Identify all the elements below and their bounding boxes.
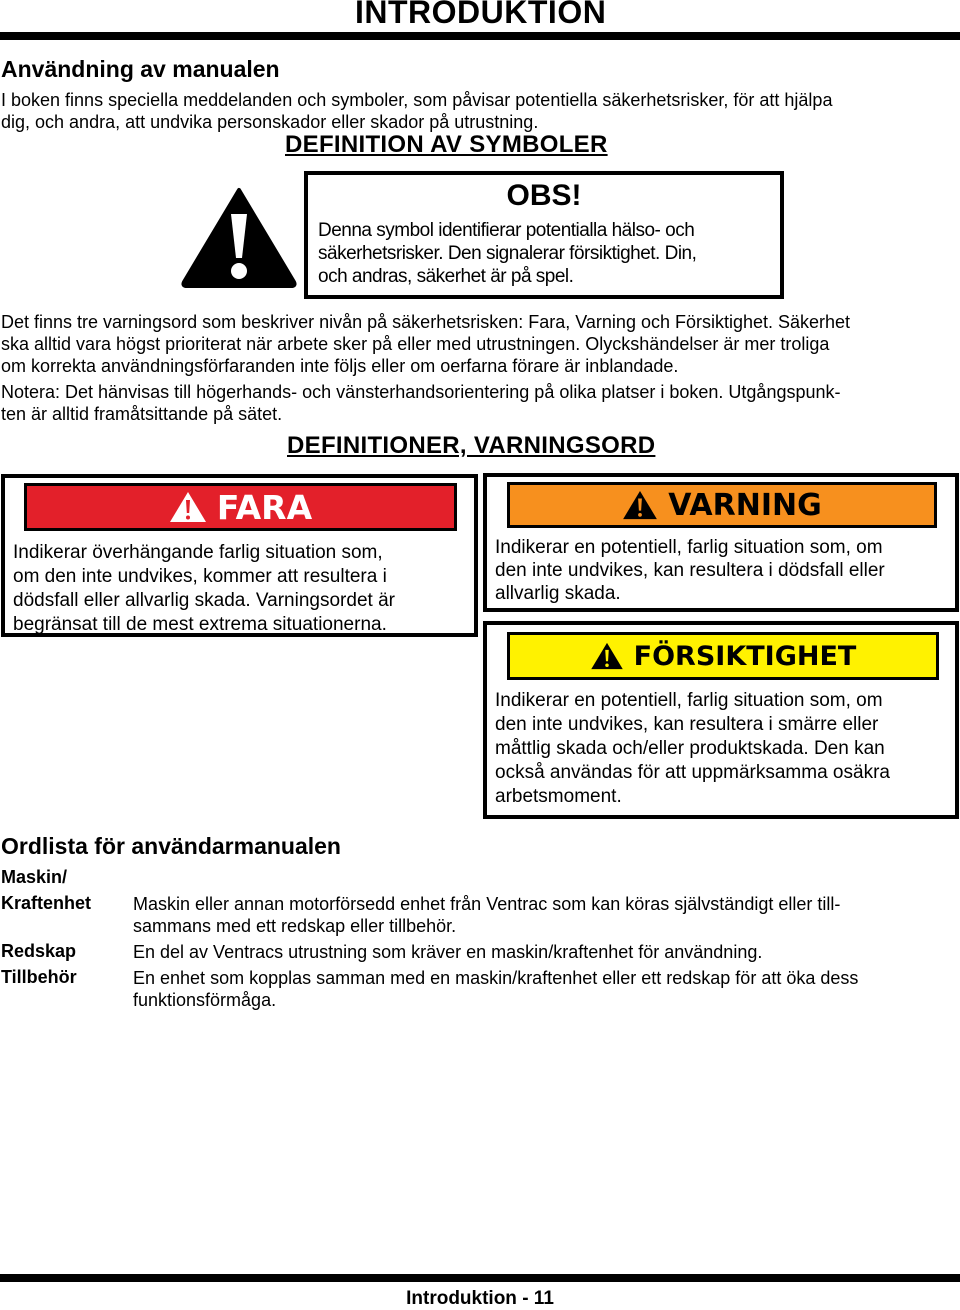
varning-banner	[507, 482, 937, 528]
body-line-2: ska alltid vara högst prioriterat när arbete sker på eller med utrustningen. Olyckshändelser är mer troliga	[1, 334, 830, 354]
glossary-def-tillbehor	[133, 967, 858, 1011]
forsiktighet-line-1: Indikerar en potentiell, farlig situation som, om	[495, 690, 883, 711]
body-line-3: om korrekta användningsförfaranden inte följs eller om oerfarna förare är inblandade.	[1, 356, 679, 376]
fara-line-4: begränsat till de mest extrema situationerna.	[13, 614, 387, 635]
body-line-1: Det finns tre varningsord som beskriver nivån på säkerhetsrisken: Fara, Varning och Försiktighet. Säkerhet	[1, 312, 851, 332]
glossary-item-maskin	[1, 864, 91, 916]
fara-box	[1, 474, 478, 637]
forsiktighet-line-5: arbetsmoment.	[495, 786, 622, 807]
obs-line-3: och andras, säkerhet är på spel.	[318, 266, 574, 287]
forsiktighet-banner	[507, 632, 939, 680]
signal-words-heading: DEFINITIONER, VARNINGSORD	[287, 432, 656, 459]
manual-usage-line-1: I boken finns speciella meddelanden och symboler, som påvisar potentiella säkerhetsrisker, för att hjälpa	[1, 90, 833, 110]
fara-alert-icon	[169, 491, 207, 523]
fara-line-3: dödsfall eller allvarlig skada. Varningsordet är	[13, 590, 395, 611]
glossary-heading: Ordlista för användarmanualen	[1, 833, 341, 859]
forsiktighet-description	[495, 689, 890, 809]
glossary-term-tillbehor: Tillbehör	[1, 967, 77, 987]
forsiktighet-label: FÖRSIKTIGHET	[633, 640, 857, 672]
symbols-heading: DEFINITION AV SYMBOLER	[285, 131, 608, 158]
glossary-def-maskin-line-2: sammans med ett redskap eller tillbehör.	[133, 916, 457, 936]
forsiktighet-line-2: den inte undvikes, kan resultera i smärre eller	[495, 714, 879, 735]
glossary-def-maskin	[133, 893, 840, 937]
page-footer: Introduktion - 11	[406, 1288, 554, 1309]
glossary-def-redskap: En del av Ventracs utrustning som kräver en maskin/kraftenhet för användning.	[133, 942, 763, 962]
glossary-def-tillbehor-line-2: funktionsförmåga.	[133, 990, 277, 1010]
obs-line-2: säkerhetsrisker. Den signalerar försiktighet. Din,	[318, 243, 697, 264]
safety-alert-icon	[180, 186, 298, 288]
glossary-term-maskin: Maskin/	[1, 867, 68, 887]
varning-line-2: den inte undvikes, kan resultera i dödsfall eller	[495, 560, 885, 581]
fara-line-1: Indikerar överhängande farlig situation som,	[13, 542, 383, 563]
fara-banner	[24, 483, 457, 531]
varning-description	[495, 536, 885, 605]
obs-box	[304, 171, 784, 299]
forsiktighet-alert-icon	[590, 642, 624, 670]
varning-box	[483, 473, 959, 612]
glossary-term-kraftenhet: Kraftenhet	[1, 893, 92, 913]
glossary-def-tillbehor-line-1: En enhet som kopplas samman med en maskin/kraftenhet eller ett redskap för att öka dess	[133, 968, 859, 988]
varning-line-3: allvarlig skada.	[495, 583, 621, 604]
manual-usage-heading: Användning av manualen	[1, 56, 280, 82]
obs-line-1: Denna symbol identifierar potentialla hälso- och	[318, 220, 695, 241]
forsiktighet-box	[483, 621, 959, 819]
obs-text	[318, 219, 760, 288]
glossary-term-redskap: Redskap	[1, 941, 77, 961]
forsiktighet-line-3: måttlig skada och/eller produktskada. Den kan	[495, 738, 885, 759]
obs-title: OBS!	[506, 179, 582, 212]
varning-label: VARNING	[668, 487, 822, 523]
bottom-rule	[0, 1274, 960, 1282]
fara-label: FARA	[216, 487, 313, 527]
page-title: INTRODUKTION	[355, 0, 607, 30]
manual-usage-line-2: dig, och andra, att undvika personskador eller skador på utrustning.	[1, 112, 539, 132]
forsiktighet-line-4: också användas för att uppmärksamma osäkra	[495, 762, 890, 783]
body-line-5: ten är alltid framåtsittande på sätet.	[1, 404, 283, 424]
fara-description	[13, 541, 395, 637]
glossary-def-maskin-line-1: Maskin eller annan motorförsedd enhet från Ventrac som kan köras självständigt eller till-	[133, 894, 841, 914]
fara-line-2: om den inte undvikes, kommer att resultera i	[13, 566, 387, 587]
varning-line-1: Indikerar en potentiell, farlig situation som, om	[495, 537, 883, 558]
body-line-4: Notera: Det hänvisas till högerhands- och vänsterhandsorientering på olika platser i boken. Utgångspunk-	[1, 382, 841, 402]
varning-alert-icon	[622, 490, 658, 520]
top-rule	[0, 32, 960, 40]
